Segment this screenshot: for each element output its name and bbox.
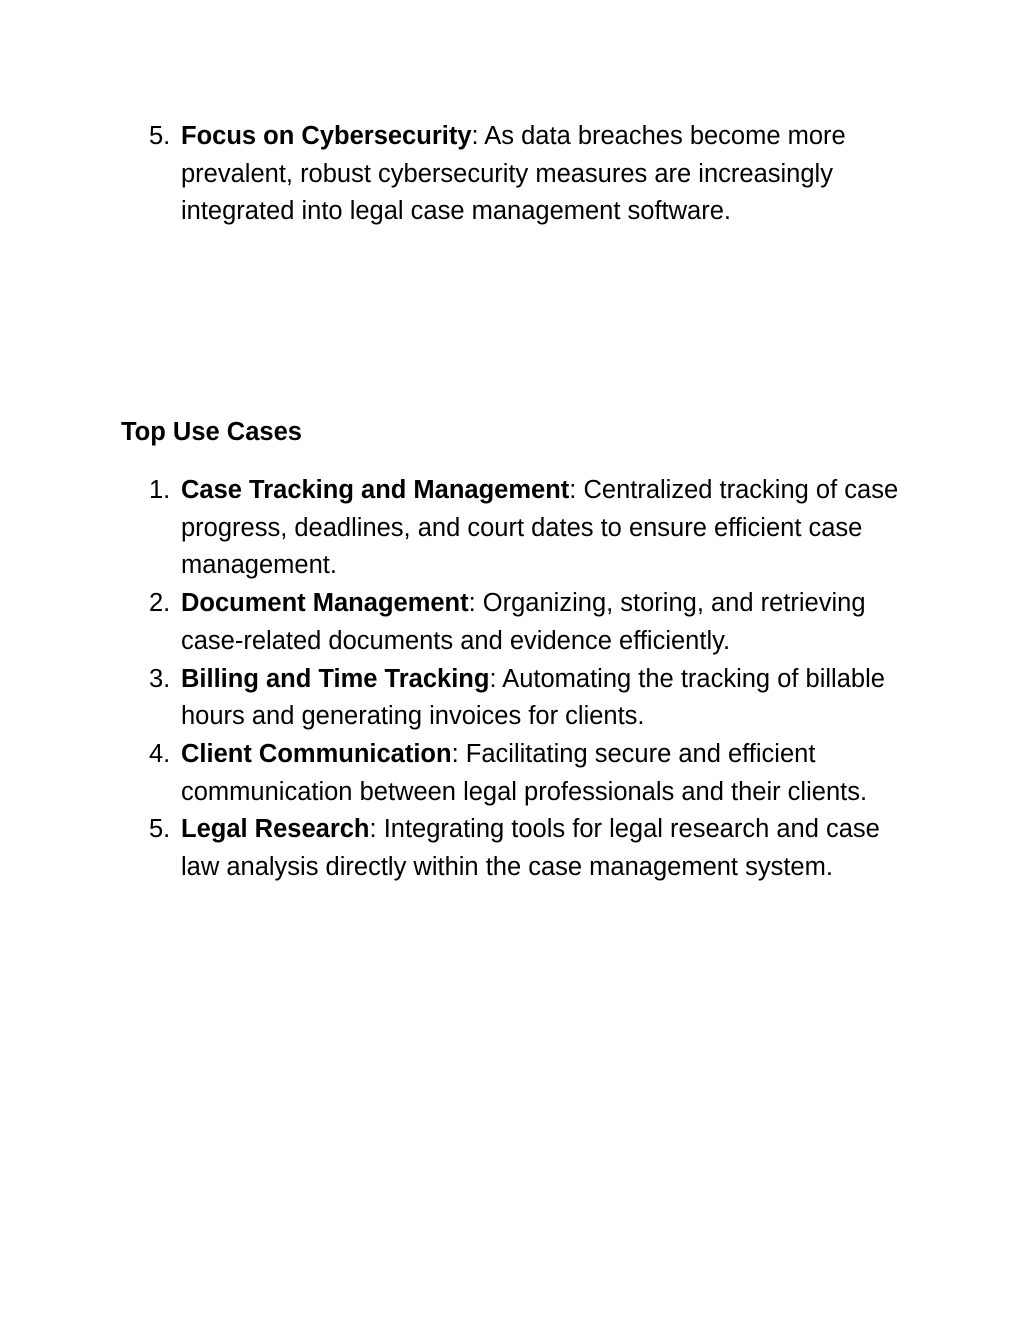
list-item-number: 1. — [149, 476, 171, 504]
list-item — [0, 811, 901, 886]
list-item — [0, 118, 901, 231]
list-item-separator: : — [489, 664, 497, 693]
list-item-term: Billing and Time Tracking — [181, 664, 490, 693]
list-item-number: 2. — [149, 589, 171, 618]
list-item-number: 3. — [149, 664, 171, 693]
list-item-separator: : — [471, 122, 479, 150]
list-item-separator: : — [369, 815, 377, 844]
list-item-text: Centralized tracking of case progress, deadlines, and court dates to ensure efficient case management. — [181, 476, 899, 580]
list-item-number: 5. — [149, 815, 171, 844]
list-item-term: Legal Research — [181, 815, 370, 844]
list-item-number: 5. — [149, 122, 171, 150]
list-item — [0, 661, 901, 736]
list-item-term: Document Management — [181, 589, 469, 618]
list-item-separator: : — [468, 589, 476, 618]
list-item-text: Organizing, storing, and retrieving case-related documents and evidence efficiently. — [181, 589, 866, 655]
list-item-number: 4. — [149, 739, 171, 768]
section-heading: Top Use Cases — [121, 418, 302, 446]
list-item-term: Client Communication — [181, 739, 452, 768]
list-item-text: Automating the tracking of billable hours and generating invoices for clients. — [181, 664, 885, 731]
list-item-term: Focus on Cybersecurity — [181, 122, 472, 150]
list-item-separator: : — [451, 739, 459, 768]
list-item — [0, 585, 901, 660]
list-item — [0, 736, 901, 811]
list-item — [0, 472, 901, 585]
list-item-term: Case Tracking and Management — [181, 476, 570, 504]
list-item-text: As data breaches become more prevalent, robust cybersecurity measures are increasingly integrated into legal case management software. — [181, 122, 846, 226]
use-cases-list — [0, 472, 901, 887]
trends-list — [0, 118, 901, 231]
list-item-separator: : — [569, 476, 577, 504]
list-item-text: Facilitating secure and efficient communication between legal professionals and their clients. — [181, 739, 868, 806]
list-item-text: Integrating tools for legal research and case law analysis directly within the case management system. — [181, 815, 880, 882]
